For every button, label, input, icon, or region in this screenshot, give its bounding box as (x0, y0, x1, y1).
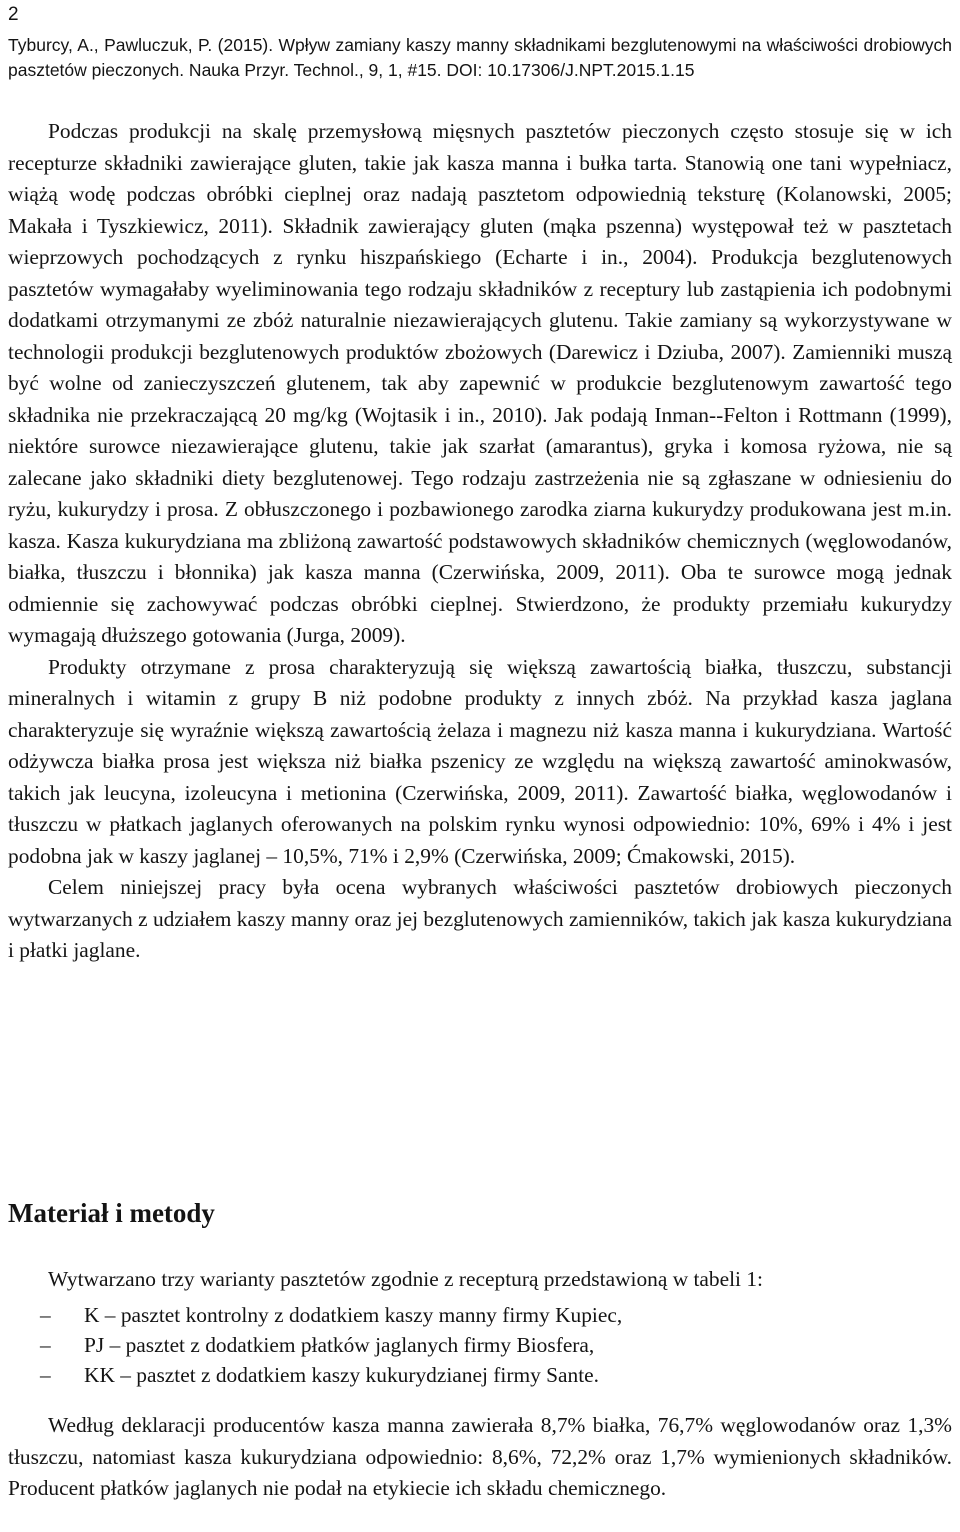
list-dash: – (40, 1303, 51, 1327)
declaration-paragraph: Według deklaracji producentów kasza manna zawierała 8,7% białka, 76,7% węglowodanów oraz 1,3% tłuszczu, natomiast kasza kukurydziana odpowiednio: 8,6%, 72,2% oraz 1,7% wymienionych składników. Producent płatków jaglanych nie podał na etykiecie ich składu chemicznego. (8, 1413, 952, 1500)
list-item-text: PJ – pasztet z dodatkiem płatków jaglanych firmy Biosfera, (84, 1333, 595, 1357)
list-item (8, 1330, 952, 1360)
introduction-body (8, 116, 952, 967)
list-item (8, 1360, 952, 1390)
intro-paragraph: Podczas produkcji na skalę przemysłową mięsnych pasztetów pieczonych często stosuje się w ich recepturze składniki zawierające gluten, takie jak kasza manna i bułka tarta. Stanowią one tani wypełniacz, wiążą wodę podczas obróbki cieplnej oraz nadają pasztetom odpowiednią teksturę (Kolanowski, 2005; Makała i Tyszkiewicz, 2011). Składnik zawierający gluten (mąka pszenna) występował też w pasztetach wieprzowych pochodzących z rynku hiszpańskiego (Echarte i in., 2004). Produkcja bezglutenowych pasztetów wymagałaby wyeliminowania tego rodzaju składników z receptury lub zastąpienia ich podobnymi dodatkami otrzymanymi ze zbóż naturalnie niezawierających glutenu. Takie zamiany są wykorzystywane w technologii produkcji bezglutenowych produktów zbożowych (Darewicz i Dziuba, 2007). Zamienniki muszą być wolne od zanieczyszczeń glutenem, tak aby zapewnić w produkcie bezglutenowym zawartość tego składnika nie przekraczającą 20 mg/kg (Wojtasik i in., 2010). Jak podają Inman--Felton i Rottmann (1999), niektóre surowce niezawierające glutenu, takie jak szarłat (amarantus), gryka i komosa ryżowa, nie są zalecane jako składniki diety bezglutenowej. Tego rodzaju zastrzeżenia nie są zgłaszane w odniesieniu do ryżu, kukurydzy i prosa. Z obłuszczonego i pozbawionego zarodka ziarna kukurydzy produkowana jest m.in. kasza. Kasza kukurydziana ma zbliżoną zawartość podstawowych składników chemicznych (węglowodanów, białka, tłuszczu i błonnika) jak kasza manna (Czerwińska, 2009, 2011). Oba te surowce mogą jednak odmiennie się zachowywać podczas obróbki cieplnej. Stwierdzono, że produkty przemiału kukurydzy wymagają dłuższego gotowania (Jurga, 2009). (8, 119, 952, 647)
list-item-text: KK – pasztet z dodatkiem kaszy kukurydzianej firmy Sante. (84, 1363, 600, 1387)
intro-paragraph: Celem niniejszej pracy była ocena wybranych właściwości pasztetów drobiowych pieczonych wytwarzanych z udziałem kaszy manny oraz jej bezglutenowych zamienników, takich jak kasza kukurydziana i płatki jaglane. (8, 875, 952, 962)
list-item (8, 1300, 952, 1330)
intro-paragraph: Produkty otrzymane z prosa charakteryzują się większą zawartością białka, tłuszczu, substancji mineralnych i witamin z grupy B niż podobne produkty z innych zbóż. Na przykład kasza jaglana charakteryzuje się wyraźnie większą zawartością żelaza i magnezu niż kasza manna i kukurydziana. Wartość odżywcza białka prosa jest większa niż białka pszenicy ze względu na większą zawartość aminokwasów, takich jak leucyna, izoleucyna i metionina (Czerwińska, 2009, 2011). Zawartość białka, węglowodanów i tłuszczu w płatkach jaglanych oferowanych na polskim rynku wynosi odpowiednio: 10%, 69% i 4% i jest podobna jak w kaszy jaglanej – 10,5%, 71% i 2,9% (Czerwińska, 2009; Ćmakowski, 2015). (8, 654, 952, 868)
list-dash: – (40, 1333, 51, 1357)
list-item-text: K – pasztet kontrolny z dodatkiem kaszy manny firmy Kupiec, (84, 1303, 623, 1327)
citation-header: Tyburcy, A., Pawluczuk, P. (2015). Wpływ zamiany kaszy manny składnikami bezglutenowymi na właściwości drobiowych pasztetów pieczonych. Nauka Przyr. Technol., 9, 1, #15. DOI: 10.17306/J.NPT.2015.1.15 (8, 35, 952, 80)
page-number: 2 (8, 4, 19, 25)
list-dash: – (40, 1363, 51, 1387)
section-heading: Materiał i metody (8, 1198, 215, 1228)
methods-intro: Wytwarzano trzy warianty pasztetów zgodnie z recepturą przedstawioną w tabeli 1: (48, 1267, 763, 1291)
variant-list (8, 1300, 952, 1390)
